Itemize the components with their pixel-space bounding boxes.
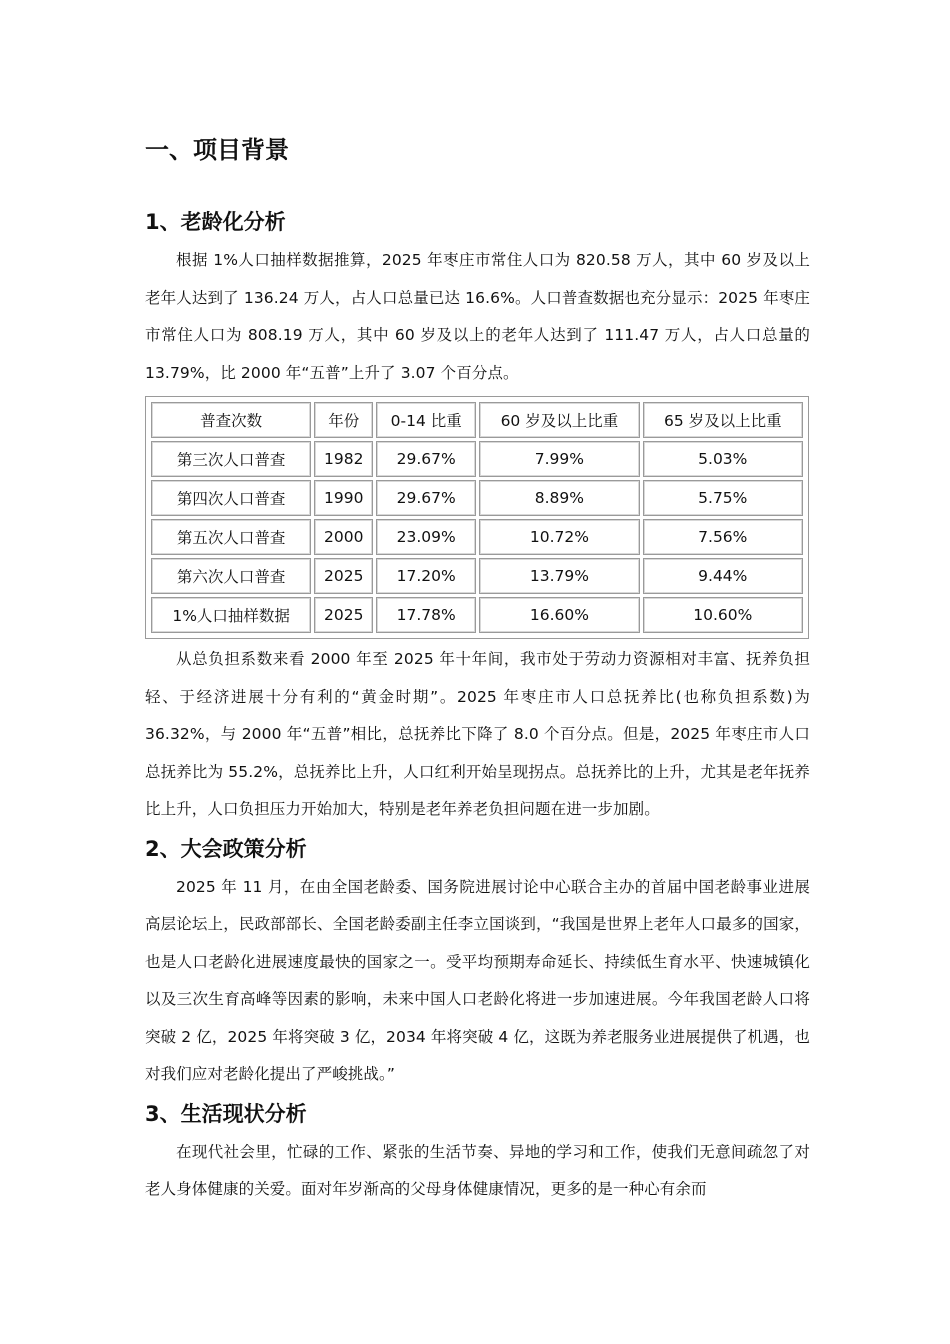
table-header-row (151, 402, 803, 438)
table-row (151, 519, 803, 555)
table-cell: 9.44% (643, 558, 803, 594)
table-cell: 第五次人口普查 (151, 519, 311, 555)
section-2-title: 2、大会政策分析 (145, 836, 307, 861)
table-row (151, 480, 803, 516)
table-row (151, 558, 803, 594)
table-cell: 8.89% (479, 480, 639, 516)
table-cell: 17.20% (376, 558, 476, 594)
spacer (145, 172, 810, 202)
section-2-paragraph-1: 2025 年 11 月，在由全国老龄委、国务院进展讨论中心联合主办的首届中国老龄事业进展高层论坛上，民政部部长、全国老龄委副主任李立国谈到，“我国是世界上老年人口最多的国家，也是人口老龄化进展速度最快的国家之一。受平均预期寿命延长、持续低生育水平、快速城镇化以及三次生育高峰等因素的影响，未来中国人口老龄化将进一步加速进展。今年我国老龄人口将突破 2 亿，2025 年将突破 3 亿，2034 年将突破 4 亿，这既为养老服务业进展提供了机遇，也对我们应对老龄化提出了严峻挑战。” (145, 877, 810, 1083)
table-cell: 29.67% (376, 441, 476, 477)
table-cell: 2025 (314, 558, 373, 594)
table-header-cell: 65 岁及以上比重 (643, 402, 803, 438)
table-header-cell: 普查次数 (151, 402, 311, 438)
table-cell: 10.60% (643, 597, 803, 633)
table-cell: 1990 (314, 480, 373, 516)
table-cell: 10.72% (479, 519, 639, 555)
census-table (148, 399, 806, 636)
document-content (145, 128, 810, 1209)
table-header-cell: 60 岁及以上比重 (479, 402, 639, 438)
table-row (151, 597, 803, 633)
table-cell: 7.99% (479, 441, 639, 477)
table-cell: 29.67% (376, 480, 476, 516)
table-cell: 2000 (314, 519, 373, 555)
table-header-cell: 0-14 比重 (376, 402, 476, 438)
table-cell: 5.03% (643, 441, 803, 477)
table-cell: 1%人口抽样数据 (151, 597, 311, 633)
section-1-title: 1、老龄化分析 (145, 210, 286, 234)
section-3-title: 3、生活现状分析 (145, 1101, 307, 1126)
table-cell: 16.60% (479, 597, 639, 633)
table-cell: 13.79% (479, 558, 639, 594)
section-1-paragraph-1: 根据 1%人口抽样数据推算，2025 年枣庄市常住人口为 820.58 万人，其中 60 岁及以上老年人达到了 136.24 万人，占人口总量已达 16.6%。人口普查数据也充分显示：2025 年枣庄市常住人口为 808.19 万人，其中 60 岁及以上的老年人达到了 111.47 万人，占人口总量的 13.79%，比 2000 年“五普”上升了 3.07 个百分点。 (145, 251, 810, 382)
table-cell: 23.09% (376, 519, 476, 555)
table-header-cell: 年份 (314, 402, 373, 438)
table-cell: 5.75% (643, 480, 803, 516)
table-row (151, 441, 803, 477)
table-cell: 1982 (314, 441, 373, 477)
table-cell: 2025 (314, 597, 373, 633)
chapter-title: 一、项目背景 (145, 136, 289, 164)
census-table-frame (145, 396, 809, 639)
table-cell: 7.56% (643, 519, 803, 555)
table-cell: 第三次人口普查 (151, 441, 311, 477)
table-cell: 17.78% (376, 597, 476, 633)
section-1-paragraph-2: 从总负担系数来看 2000 年至 2025 年十年间，我市处于劳动力资源相对丰富、抚养负担轻、于经济进展十分有利的“黄金时期”。2025 年枣庄市人口总抚养比(也称负担系数)为 36.32%，与 2000 年“五普”相比，总抚养比下降了 8.0 个百分点。但是，2025 年枣庄市人口总抚养比为 55.2%，总抚养比上升，人口红利开始呈现拐点。总抚养比的上升，尤其是老年抚养比上升，人口负担压力开始加大，特别是老年养老负担问题在进一步加剧。 (145, 650, 810, 818)
table-cell: 第六次人口普查 (151, 558, 311, 594)
table-cell: 第四次人口普查 (151, 480, 311, 516)
section-3-paragraph-1: 在现代社会里，忙碌的工作、紧张的生活节奏、异地的学习和工作，使我们无意间疏忽了对老人身体健康的关爱。面对年岁渐高的父母身体健康情况，更多的是一种心有余而 (145, 1142, 810, 1198)
